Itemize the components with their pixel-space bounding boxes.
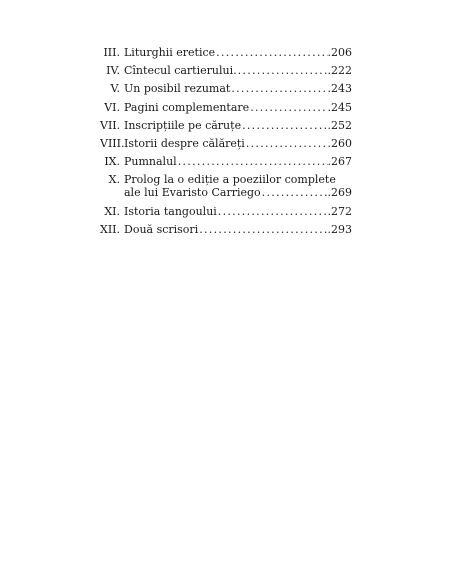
page-number: .272: [327, 204, 352, 218]
chapter-number: XI.: [104, 204, 120, 218]
dot-leader: [249, 101, 327, 114]
toc-entry: [100, 173, 352, 199]
table-of-contents: [100, 46, 352, 241]
chapter-title: Prolog la o ediție a poeziilor complete: [124, 173, 336, 187]
toc-entry: [100, 101, 352, 114]
toc-entry: [100, 64, 352, 77]
chapter-number: V.: [110, 82, 120, 96]
chapter-title: Pagini complementare: [124, 100, 250, 114]
chapter-title: Istoria tangoului: [124, 204, 217, 218]
dot-leader: [217, 205, 328, 218]
page-number: .267: [327, 155, 352, 169]
page-number: .243: [327, 82, 352, 96]
chapter-title: Un posibil rezumat: [124, 82, 231, 96]
chapter-number: VII.: [100, 118, 121, 132]
dot-leader: [177, 155, 328, 168]
page-number: .260: [327, 136, 352, 150]
dot-leader: [215, 46, 327, 59]
chapter-title: Pumnalul: [124, 155, 177, 169]
toc-entry: [100, 223, 352, 236]
dot-leader: [241, 119, 327, 132]
dot-leader: [230, 82, 327, 95]
chapter-number: VI.: [104, 100, 120, 114]
toc-entry: [100, 119, 352, 132]
toc-entry: [100, 82, 352, 95]
chapter-title: Inscripțiile pe căruțe: [124, 118, 242, 132]
chapter-number: IX.: [104, 155, 120, 169]
chapter-title-continuation: ale lui Evaristo Carriego: [124, 186, 261, 200]
page-number: .222: [327, 64, 352, 78]
dot-leader: [237, 64, 328, 77]
chapter-title: Istorii despre călăreți: [124, 136, 245, 150]
chapter-title: Două scrisori: [124, 222, 199, 236]
chapter-number: XII.: [100, 222, 121, 236]
chapter-number: IV.: [106, 64, 120, 78]
page-number: .206: [327, 46, 352, 59]
page-number: .252: [327, 118, 352, 132]
toc-entry: [100, 137, 352, 150]
toc-entry: [100, 155, 352, 168]
chapter-number: VIII.: [100, 136, 125, 150]
dot-leader: [245, 137, 328, 150]
chapter-number: X.: [108, 173, 120, 187]
page-number: .245: [327, 100, 352, 114]
dot-leader: [261, 186, 328, 199]
dot-leader: [198, 223, 327, 236]
toc-entry: [100, 46, 352, 59]
page-number: .269: [327, 186, 352, 200]
chapter-title: Liturghii eretice: [124, 46, 216, 59]
toc-entry: [100, 205, 352, 218]
page-number: .293: [327, 222, 352, 236]
chapter-number: III.: [103, 46, 120, 59]
chapter-title: Cîntecul cartierului.: [124, 64, 237, 78]
